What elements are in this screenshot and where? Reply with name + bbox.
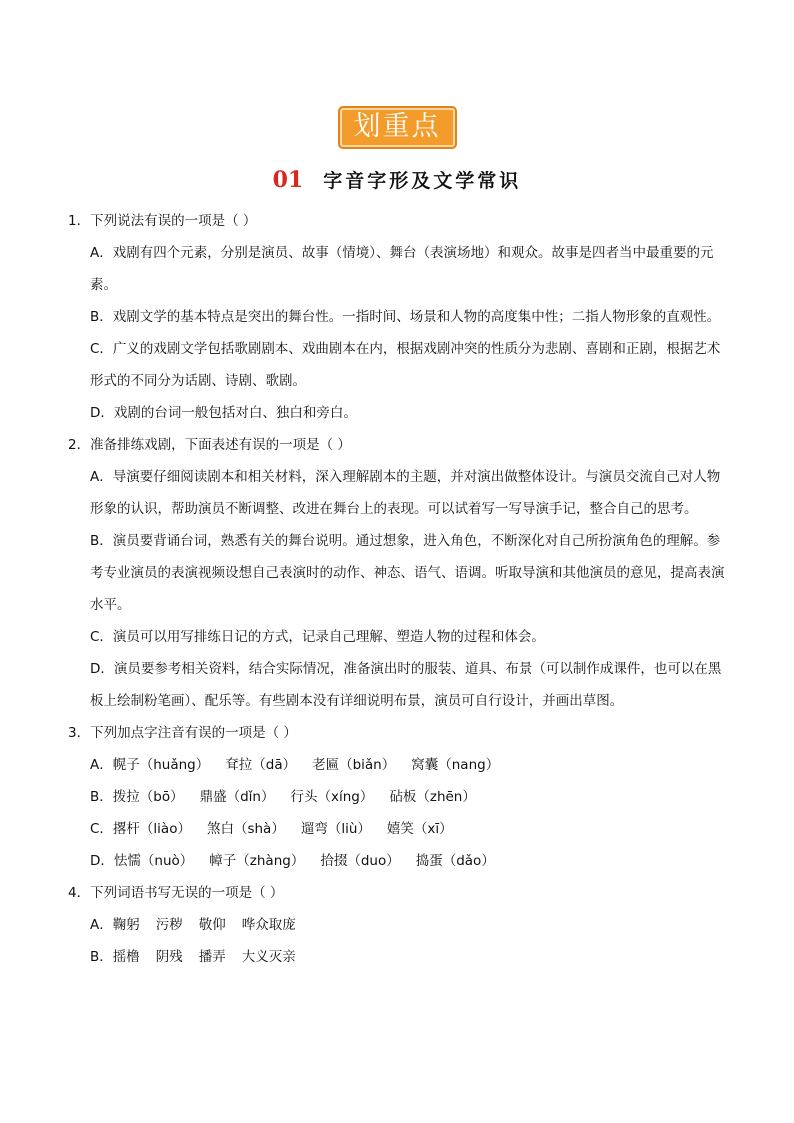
word-item: B．摇橹 xyxy=(90,949,140,965)
pinyin-item: 行头（xíng） xyxy=(290,789,374,805)
pinyin-item: 遛弯（liù） xyxy=(300,821,371,837)
question-stem: 4．下列词语书写无误的一项是（ ） xyxy=(68,885,284,901)
answer-option: D．演员要参考相关资料，结合实际情况，准备演出时的服装、道具、布景（可以制作成课件，也可以在黑板上绘制粉笔画）、配乐等。有些剧本没有详细说明布景，演员可自行设计，并画出草图。 xyxy=(90,661,722,709)
question-stem: 1．下列说法有误的一项是（ ） xyxy=(68,213,257,229)
section-title-text: 字音字形及文学常识 xyxy=(323,170,522,192)
answer-option xyxy=(90,845,728,877)
answer-option: C．广义的戏剧文学包括歌剧剧本、戏曲剧本在内，根据戏剧冲突的性质分为悲剧、喜剧和正剧，根据艺术形式的不同分为话剧、诗剧、歌剧。 xyxy=(90,341,721,389)
banner-wrap xyxy=(0,106,794,149)
answer-option xyxy=(90,749,728,781)
pinyin-item: 老匾（biǎn） xyxy=(312,757,396,773)
question-list xyxy=(68,205,728,973)
pinyin-item: 鼎盛（dǐn） xyxy=(199,789,275,805)
key-points-banner: 划重点 xyxy=(338,106,457,149)
question-stem: 3．下列加点字注音有误的一项是（ ） xyxy=(68,725,297,741)
answer-option xyxy=(90,941,728,973)
pinyin-item: 窝囊（nang） xyxy=(411,757,500,773)
answer-option: D．戏剧的台词一般包括对白、独白和旁白。 xyxy=(90,405,357,421)
answer-option xyxy=(90,909,728,941)
pinyin-item: 砧板（zhēn） xyxy=(389,789,476,805)
answer-option xyxy=(90,813,728,845)
answer-option: B．戏剧文学的基本特点是突出的舞台性。一指时间、场景和人物的高度集中性；二指人物形象的直观性。 xyxy=(90,309,721,325)
word-item: 哗众取庞 xyxy=(241,917,296,933)
pinyin-item: D．怯懦（nuò） xyxy=(90,853,194,869)
word-item: 播弄 xyxy=(198,949,226,965)
answer-option: B．演员要背诵台词，熟悉有关的舞台说明。通过想象，进入角色，不断深化对自己所扮演角色的理解。参考专业演员的表演视频设想自己表演时的动作、神态、语气、语调。听取导演和其他演员的意见，提高表演水平。 xyxy=(90,533,725,613)
pinyin-item: 捣蛋（dǎo） xyxy=(415,853,495,869)
answer-option: C．演员可以用写排练日记的方式，记录自己理解、塑造人物的过程和体会。 xyxy=(90,629,545,645)
word-item: 敬仰 xyxy=(198,917,226,933)
word-item: A．鞠躬 xyxy=(90,917,140,933)
pinyin-item: A．幌子（huǎng） xyxy=(90,757,210,773)
word-item: 大义灭亲 xyxy=(241,949,296,965)
pinyin-item: 嬉笑（xī） xyxy=(386,821,453,837)
section-number: 01 xyxy=(272,167,304,193)
word-item: 污秽 xyxy=(155,917,183,933)
answer-option xyxy=(90,781,728,813)
word-item: 阴残 xyxy=(155,949,183,965)
pinyin-item: C．撂杆（liào） xyxy=(90,821,191,837)
pinyin-item: 耷拉（dā） xyxy=(225,757,297,773)
answer-option: A．导演要仔细阅读剧本和相关材料，深入理解剧本的主题，并对演出做整体设计。与演员交流自己对人物形象的认识，帮助演员不断调整、改进在舞台上的表现。可以试着写一写导演手记，整合自己的思考。 xyxy=(90,469,721,517)
pinyin-item: 拾掇（duo） xyxy=(320,853,400,869)
answer-option: A．戏剧有四个元素，分别是演员、故事（情境）、舞台（表演场地）和观众。故事是四者当中最重要的元素。 xyxy=(90,245,714,293)
section-title xyxy=(0,166,794,193)
pinyin-item: B．拨拉（bō） xyxy=(90,789,184,805)
question-stem: 2．准备排练戏剧，下面表述有误的一项是（ ） xyxy=(68,437,351,453)
pinyin-item: 幛子（zhàng） xyxy=(209,853,305,869)
pinyin-item: 煞白（shà） xyxy=(206,821,285,837)
